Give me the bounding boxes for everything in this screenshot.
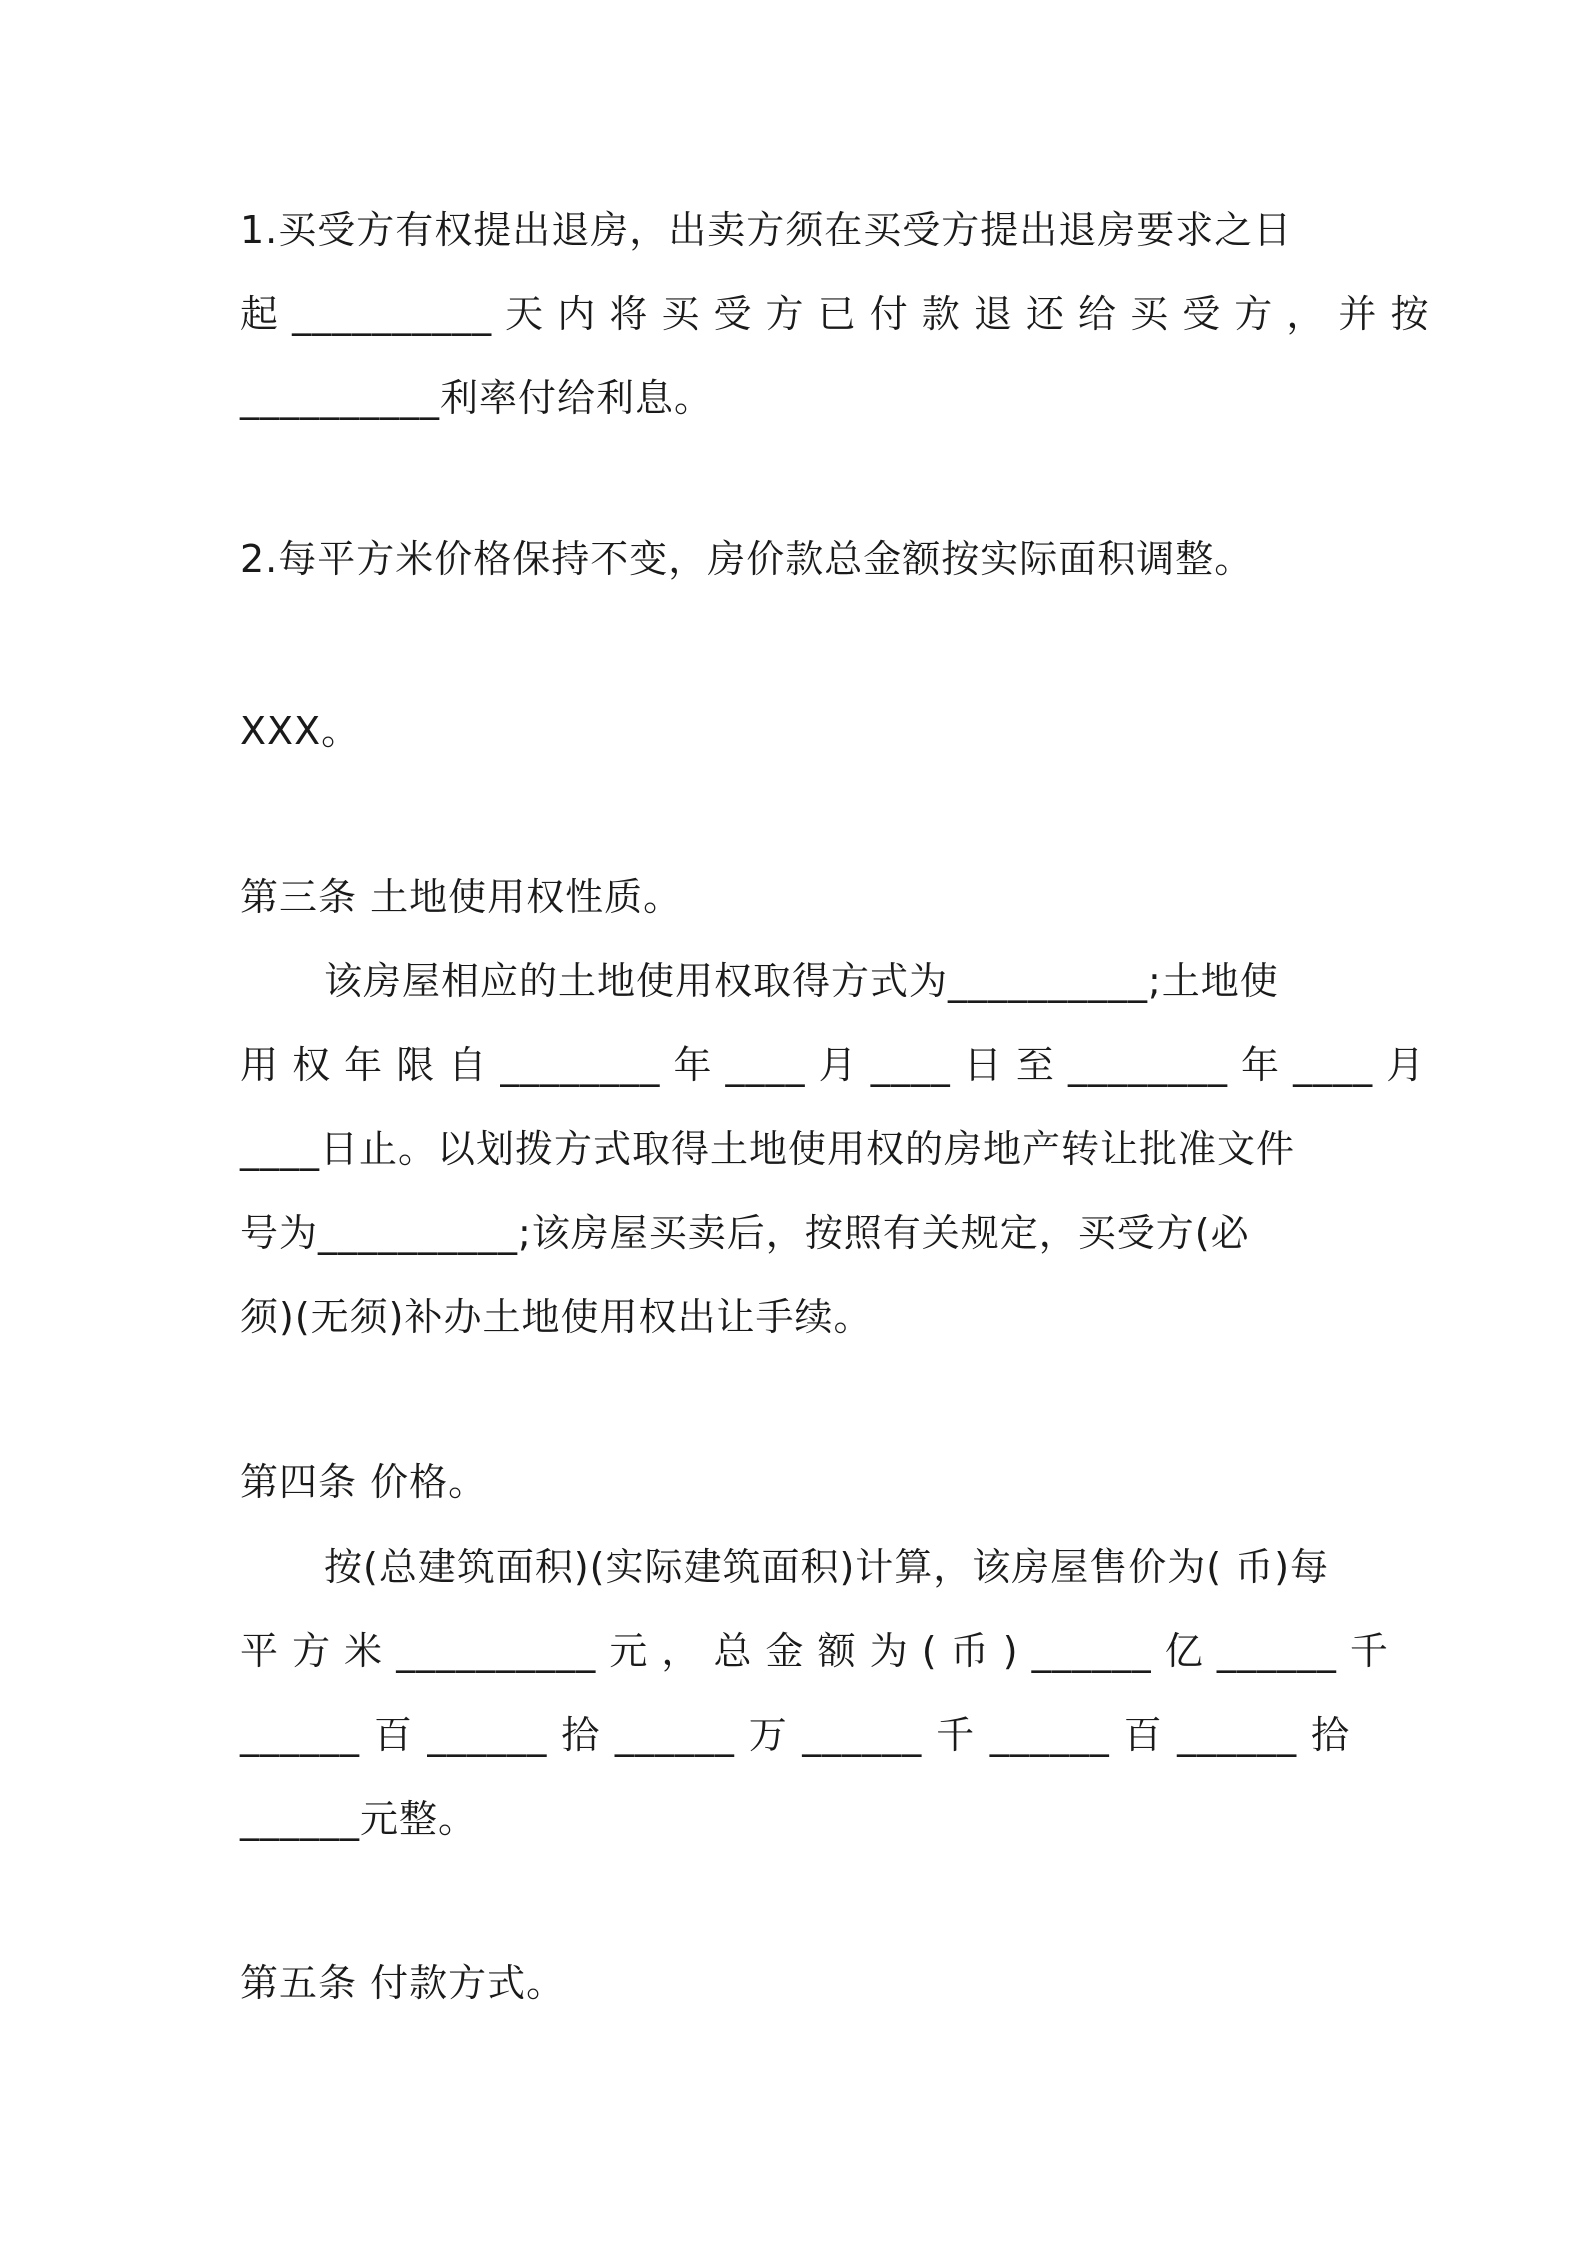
clause-1-line-3: __________利率付给利息。 <box>240 376 714 420</box>
article-4-line-3: ______ 百 ______ 拾 ______ 万 ______ 千 ______ 百 ______ 拾 <box>240 1713 1350 1757</box>
clause-2-line: 2.每平方米价格保持不变，房价款总金额按实际面积调整。 <box>240 537 1254 581</box>
article-3-heading: 第三条 土地使用权性质。 <box>240 875 683 919</box>
article-3-line-5: 须)(无须)补办土地使用权出让手续。 <box>240 1295 873 1339</box>
article-5-heading: 第五条 付款方式。 <box>240 1961 566 2005</box>
clause-1-line-2: 起 __________ 天 内 将 买 受 方 已 付 款 退 还 给 买 受 方 ， 并 按 <box>240 292 1430 336</box>
article-3-line-4: 号为__________;该房屋买卖后，按照有关规定，买受方(必 <box>240 1211 1250 1255</box>
article-4-line-1: 按(总建筑面积)(实际建筑面积)计算，该房屋售价为( 币)每 <box>324 1545 1330 1589</box>
article-3-line-3: ____日止。以划拨方式取得土地使用权的房地产转让批准文件 <box>240 1127 1296 1171</box>
placeholder-line: XXX。 <box>240 709 361 753</box>
article-4-line-2: 平 方 米 __________ 元 ， 总 金 额 为 ( 币 ) ______ 亿 ______ 千 <box>240 1629 1389 1673</box>
clause-1-line-1: 1.买受方有权提出退房，出卖方须在买受方提出退房要求之日 <box>240 208 1293 252</box>
article-4-line-4: ______元整。 <box>240 1797 478 1841</box>
article-3-line-1: 该房屋相应的土地使用权取得方式为__________;土地使 <box>324 959 1279 1003</box>
article-3-line-2: 用 权 年 限 自 ________ 年 ____ 月 ____ 日 至 ________ 年 ____ 月 <box>240 1043 1426 1087</box>
article-4-heading: 第四条 价格。 <box>240 1460 488 1504</box>
